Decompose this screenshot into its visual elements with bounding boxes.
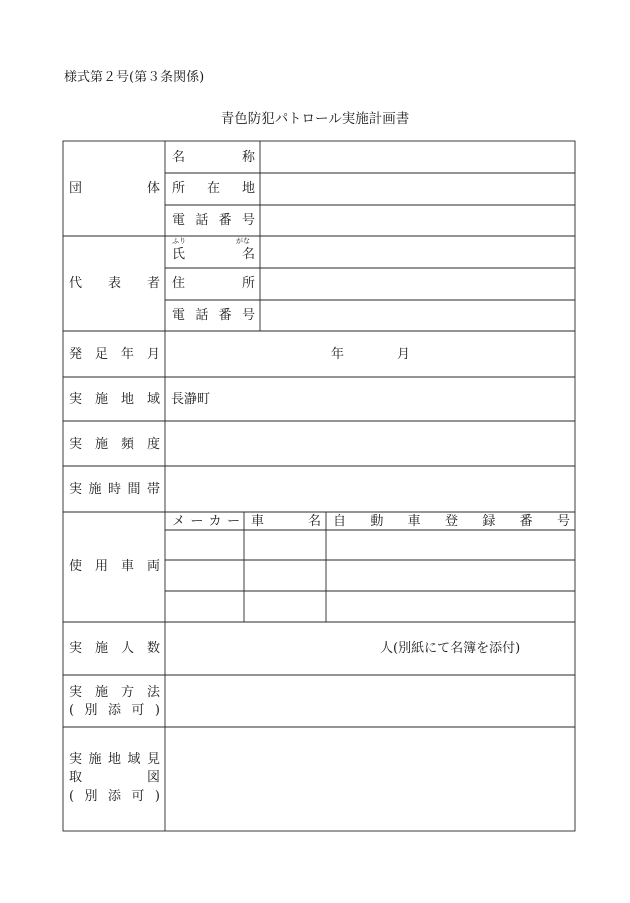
start-year-unit: 年 bbox=[331, 347, 345, 362]
group-name-label: 名 称 bbox=[172, 150, 255, 165]
vehicles-label: 使 用 車 両 bbox=[69, 559, 160, 574]
area-value: 長瀞町 bbox=[171, 392, 211, 407]
time-slot-label: 実 施 時 間 帯 bbox=[69, 482, 160, 497]
representative-address-label: 住 所 bbox=[172, 276, 255, 291]
map-label-line3: ( 別 添 可 ) bbox=[69, 789, 160, 804]
group-label bbox=[69, 182, 160, 195]
representative-label: 代 表 者 bbox=[69, 276, 160, 291]
frequency-label: 実 施 頻 度 bbox=[69, 437, 160, 452]
method-label-line1: 実 施 方 法 bbox=[69, 685, 160, 700]
document-title: 青色防犯パトロール実施計画書 bbox=[220, 111, 410, 127]
start-date-label: 発 足 年 月 bbox=[69, 347, 160, 362]
people-label: 実 施 人 数 bbox=[69, 641, 160, 656]
group-label-text-a: 団 bbox=[69, 181, 83, 196]
furigana-right: がな bbox=[236, 237, 250, 245]
representative-name-label: 氏 名 bbox=[172, 247, 255, 262]
area-label: 実 施 地 域 bbox=[69, 392, 160, 407]
group-label-text-b: 体 bbox=[146, 181, 160, 196]
representative-phone-label: 電 話 番 号 bbox=[172, 308, 255, 323]
people-value: 人(別紙にて名簿を添付) bbox=[380, 641, 521, 656]
group-address-label: 所 在 地 bbox=[172, 181, 255, 196]
vehicle-maker-header: メ ー カ ー bbox=[172, 514, 240, 529]
start-month-unit: 月 bbox=[397, 347, 411, 362]
form-number: 様式第２号(第３条関係) bbox=[64, 70, 205, 85]
furigana-left: ふり bbox=[172, 237, 186, 245]
vehicle-name-header: 車 名 bbox=[251, 514, 321, 529]
method-label-line2: ( 別 添 可 ) bbox=[69, 703, 160, 718]
vehicle-registration-header: 自 動 車 登 録 番 号 bbox=[333, 514, 570, 529]
group-phone-label: 電 話 番 号 bbox=[172, 213, 255, 228]
map-label-line1: 実 施 地 域 見 bbox=[69, 752, 160, 767]
map-label-line2: 取 図 bbox=[69, 770, 160, 785]
